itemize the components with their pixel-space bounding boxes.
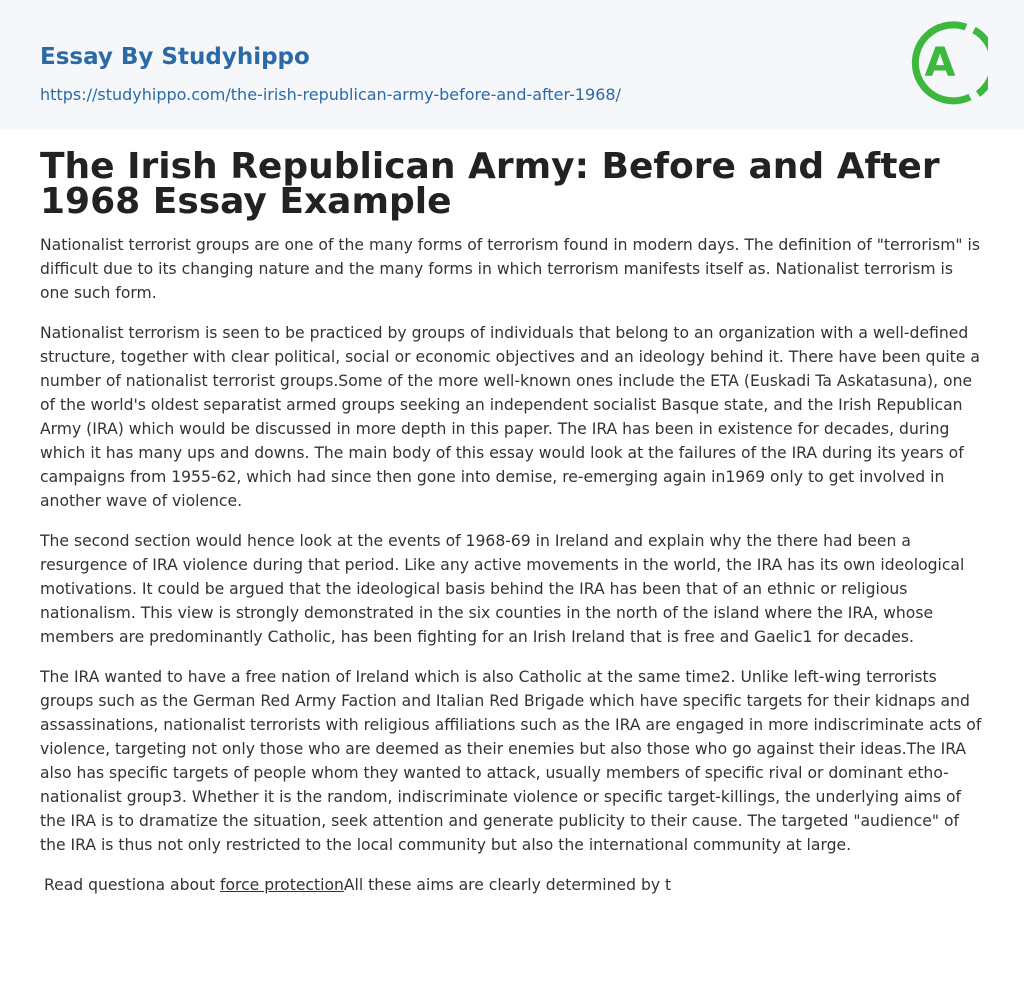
force-protection-link[interactable]: force protection xyxy=(219,876,344,894)
paragraph-2: Nationalist terrorism is seen to be practiced by groups of individuals that belong to an organization with a well-defined structure, together with clear political, social or economic objectives and an ideology behind it. There have been quite a number of nationalist terrorist groups.Some of the more well-known ones include the ETA (Euskadi Ta Askatasuna), one of the world's oldest separatist armed groups seeking an independent socialist Basque state, and the Irish Republican Army (IRA) which would be discussed in more depth in this paper. The IRA has been in existence for decades, during which it has many ups and downs. The main body of this essay would look at the failures of the IRA during its years of campaigns from 1955-62, which had since then gone into demise, re-emerging again in1969 only to get involved in another wave of violence. xyxy=(40,324,980,510)
paragraph-4: The IRA wanted to have a free nation of Ireland which is also Catholic at the same time2. Unlike left-wing terrorists groups such as the German Red Army Faction and Italian Red Brigade which have specific targets for their kidnaps and assassinations, nationalist terrorists with religious affiliations such as the IRA are engaged in more indiscriminate acts of violence, targeting not only those who are deemed as their enemies but also those who go against their ideas.The IRA also has specific targets of people whom they wanted to attack, usually members of specific rival or dominant etho-nationalist group3. Whether it is the random, indiscriminate violence or specific target-killings, the underlying aims of the IRA is to dramatize the situation, seek attention and generate publicity to their cause. The targeted "audience" of the IRA is thus not only restricted to the local community but also the international community at large. xyxy=(40,668,982,854)
read-prefix: Read questiona about xyxy=(44,876,220,894)
site-header xyxy=(0,0,1024,129)
read-more-line xyxy=(44,873,984,897)
read-suffix: All these aims are clearly determined by t xyxy=(343,876,672,894)
source-url-link[interactable]: https://studyhippo.com/the-irish-republican-army-before-and-after-1968/ xyxy=(40,85,621,104)
site-brand[interactable]: Essay By Studyhippo xyxy=(40,44,310,70)
page-title: The Irish Republican Army: Before and After 1968 Essay Example xyxy=(40,146,940,222)
logo-letter: A xyxy=(924,40,956,86)
paragraph-3: The second section would hence look at the events of 1968-69 in Ireland and explain why the there had been a resurgence of IRA violence during that period. Like any active movements in the world, the IRA has its own ideological motivations. It could be argued that the ideological basis behind the IRA has been that of an ethnic or religious nationalism. This view is strongly demonstrated in the six counties in the north of the island where the IRA, whose members are predominantly Catholic, has been fighting for an Irish Ireland that is free and Gaelic1 for decades. xyxy=(40,532,965,646)
article xyxy=(0,129,1024,897)
studyhippo-logo-icon[interactable] xyxy=(908,18,988,106)
paragraph-1: Nationalist terrorist groups are one of the many forms of terrorism found in modern days. The definition of "terrorism" is difficult due to its changing nature and the many forms in which terrorism manifests itself as. Nationalist terrorism is one such form. xyxy=(40,236,980,302)
